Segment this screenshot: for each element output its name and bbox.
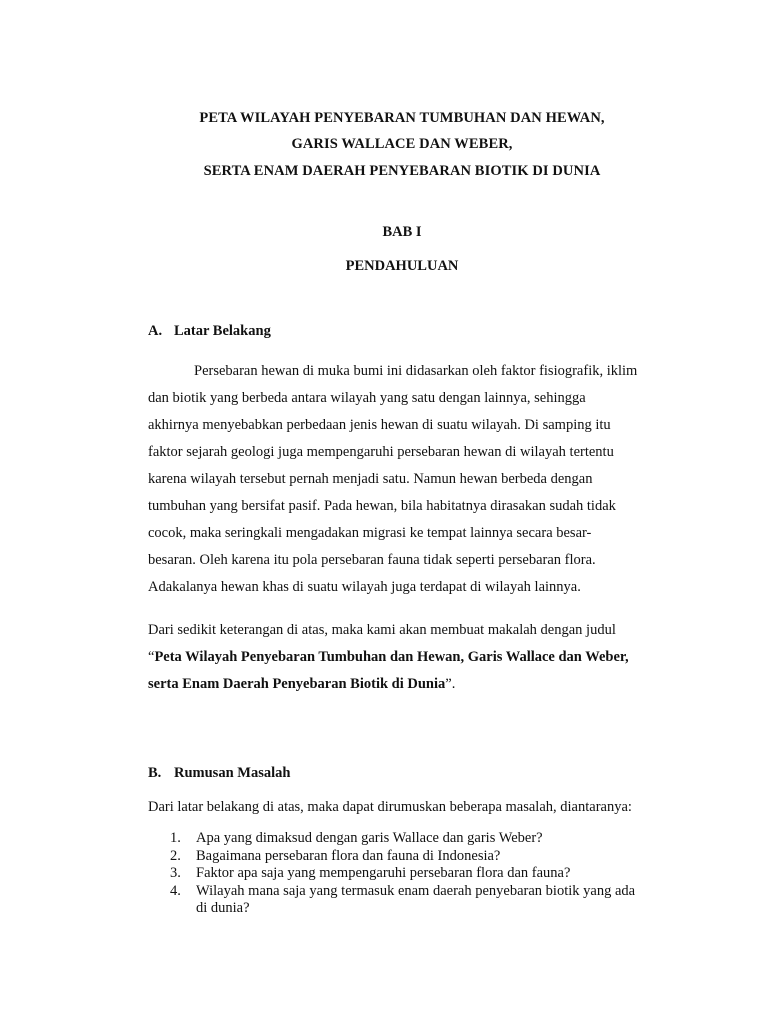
- document-title-line-3: SERTA ENAM DAERAH PENYEBARAN BIOTIK DI DUNIA: [203, 163, 601, 179]
- paragraph-line: faktor sejarah geologi juga mempengaruhi persebaran hewan di wilayah tertentu: [148, 444, 614, 460]
- section-b-letter: B.: [148, 765, 162, 781]
- paragraph-line: besaran. Oleh karena itu pola persebaran fauna tidak seperti persebaran flora.: [148, 552, 596, 568]
- closing-title-line-1: [148, 644, 668, 671]
- section-b-heading: [148, 765, 290, 782]
- paragraph-line: karena wilayah tersebut pernah menjadi satu. Namun hewan berbeda dengan: [148, 471, 593, 487]
- list-item: [170, 830, 635, 848]
- paragraph-line: Persebaran hewan di muka bumi ini didasarkan oleh faktor fisiografik, iklim: [194, 363, 638, 379]
- paragraph-line: dan biotik yang berbeda antara wilayah yang satu dengan lainnya, sehingga: [148, 390, 586, 406]
- section-a-letter: A.: [148, 323, 163, 339]
- list-item-text: Wilayah mana saja yang termasuk enam daerah penyebaran biotik yang ada: [196, 882, 636, 899]
- closing-paragraph: [148, 617, 668, 698]
- section-a-heading: [148, 323, 271, 340]
- rumusan-intro-text: Dari latar belakang di atas, maka dapat dirumuskan beberapa masalah, diantaranya:: [148, 799, 632, 815]
- paragraph-line: cocok, maka seringkali mengadakan migrasi ke tempat lainnya secara besar-: [148, 525, 592, 541]
- latar-belakang-paragraph: [148, 358, 668, 601]
- list-item: [170, 883, 635, 918]
- list-item-number: 4.: [170, 882, 181, 899]
- section-a-title: Latar Belakang: [174, 323, 271, 339]
- document-title-line-1: PETA WILAYAH PENYEBARAN TUMBUHAN DAN HEWAN,: [199, 110, 605, 126]
- closing-intro: Dari sedikit keterangan di atas, maka kami akan membuat makalah dengan judul: [148, 622, 616, 638]
- list-item-text-continued: di dunia?: [196, 900, 250, 916]
- open-quote: “: [148, 649, 155, 665]
- section-b-title: Rumusan Masalah: [174, 765, 291, 781]
- chapter-number: BAB I: [382, 224, 422, 240]
- list-item-number: 1.: [170, 830, 181, 846]
- document-title-line-2: GARIS WALLACE DAN WEBER,: [291, 136, 513, 152]
- rumusan-intro: [148, 794, 668, 821]
- makalah-title-part-2: serta Enam Daerah Penyebaran Biotik di Dunia: [148, 676, 446, 692]
- paragraph-line: akhirnya menyebabkan perbedaan jenis hewan di suatu wilayah. Di samping itu: [148, 417, 611, 433]
- paragraph-line: tumbuhan yang bersifat pasif. Pada hewan, bila habitatnya dirasakan sudah tidak: [148, 498, 616, 514]
- list-item-text: Bagaimana persebaran flora dan fauna di Indonesia?: [196, 847, 501, 864]
- chapter-title: PENDAHULUAN: [345, 258, 459, 274]
- closing-title-line-2: [148, 671, 668, 698]
- close-quote: ”.: [445, 676, 456, 692]
- paragraph-line: Adakalanya hewan khas di suatu wilayah juga terdapat di wilayah lainnya.: [148, 579, 581, 595]
- list-item-number: 3.: [170, 865, 181, 881]
- problem-list: [170, 830, 635, 918]
- list-item-number: 2.: [170, 847, 181, 864]
- list-item-text: Faktor apa saja yang mempengaruhi persebaran flora dan fauna?: [196, 865, 571, 881]
- list-item: [170, 848, 635, 866]
- list-item-text: Apa yang dimaksud dengan garis Wallace dan garis Weber?: [196, 830, 543, 846]
- makalah-title-part-1: Peta Wilayah Penyebaran Tumbuhan dan Hewan, Garis Wallace dan Weber,: [154, 649, 629, 665]
- list-item: [170, 865, 635, 883]
